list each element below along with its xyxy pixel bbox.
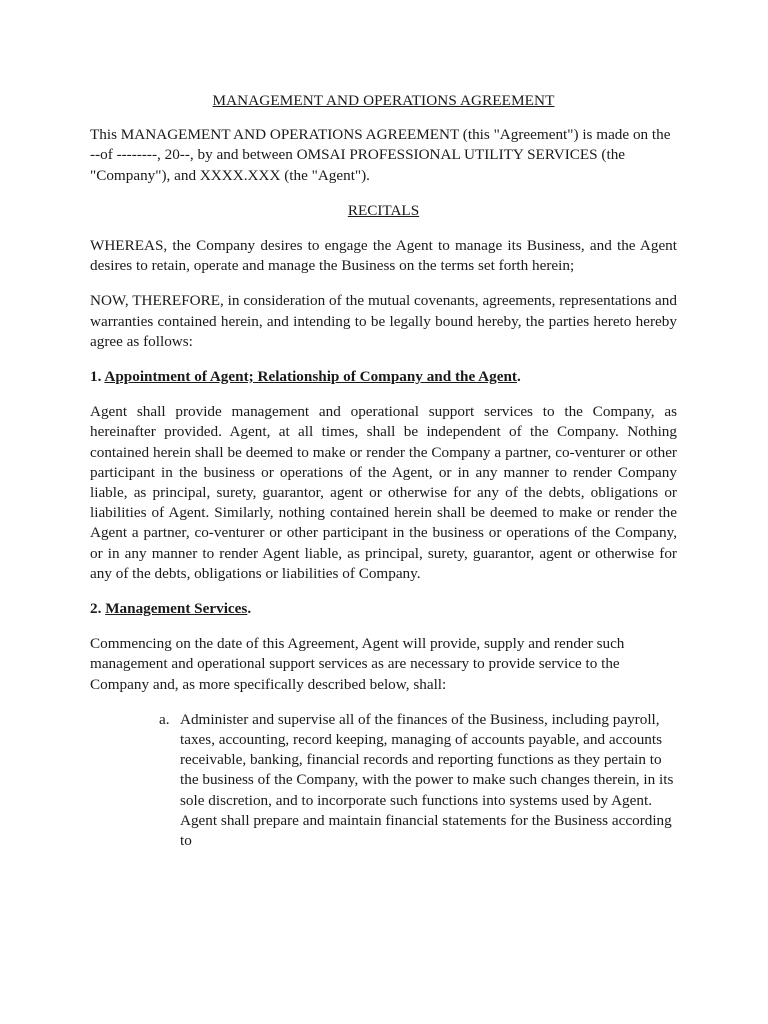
section-2-number: 2. (90, 600, 102, 618)
now-therefore-paragraph: NOW, THEREFORE, in consideration of the mutual covenants, agreements, representations and warranties contained herein, and intending to be legally bound hereby, the parties hereto hereby agree as follows: (90, 292, 677, 350)
list-item-text: Administer and supervise all of the finances of the Business, including payroll, taxes, accounting, record keeping, managing of accounts payable, and accounts receivable, banking, financial records and reporting functions as they pertain to the business of the Company, with the power to make such changes therein, in its sole discretion, and to incorporate such functions into systems used by Agent. Agent shall prepare and maintain financial statements for the Business according to (180, 710, 674, 850)
section-2-heading (90, 599, 677, 619)
section-2-title-end: . (247, 600, 252, 618)
services-list (90, 710, 677, 851)
list-item (90, 710, 677, 851)
section-2-body: Commencing on the date of this Agreement, Agent will provide, supply and render such management and operational support services as are necessary to provide service to the Company and, as more specifically described below, shall: (90, 635, 625, 693)
recitals-heading: RECITALS (347, 201, 420, 219)
intro-paragraph: This MANAGEMENT AND OPERATIONS AGREEMENT (this "Agreement") is made on the --of --------, 20--, by and between OMSAI PROFESSIONAL UTILITY SERVICES (the "Company"), and XXXX.XXX (the "Agent"). (90, 126, 671, 184)
list-item-marker: a. (159, 710, 170, 728)
section-1-body: Agent shall provide management and operational support services to the Company, as hereinafter provided. Agent, at all times, shall be independent of the Company. Nothing contained herein shall be deemed to make or render the Company a partner, co-venturer or other participant in the business or operations of the Agent, or in any manner to render Company liable, as principal, surety, guarantor, agent or otherwise for any of the debts, obligations or liabilities of Agent. Similarly, nothing contained herein shall be deemed to make or render the Agent a partner, co-venturer or other participant in the business or operations of the Company, or in any manner to render Agent liable, as principal, surety, guarantor, agent or otherwise for any of the debts, obligations or liabilities of Company. (90, 403, 677, 582)
section-1-title-end: . (517, 368, 521, 386)
section-2-title: Management Services (105, 600, 248, 618)
section-1-number: 1. (90, 368, 102, 386)
document-title: MANAGEMENT AND OPERATIONS AGREEMENT (212, 92, 555, 109)
document-page (90, 91, 677, 851)
section-1-heading (90, 367, 677, 387)
section-1-title: Appointment of Agent; Relationship of Company and the Agent (104, 368, 517, 386)
whereas-paragraph: WHEREAS, the Company desires to engage the Agent to manage its Business, and the Agent desires to retain, operate and manage the Business on the terms set forth herein; (90, 237, 677, 275)
